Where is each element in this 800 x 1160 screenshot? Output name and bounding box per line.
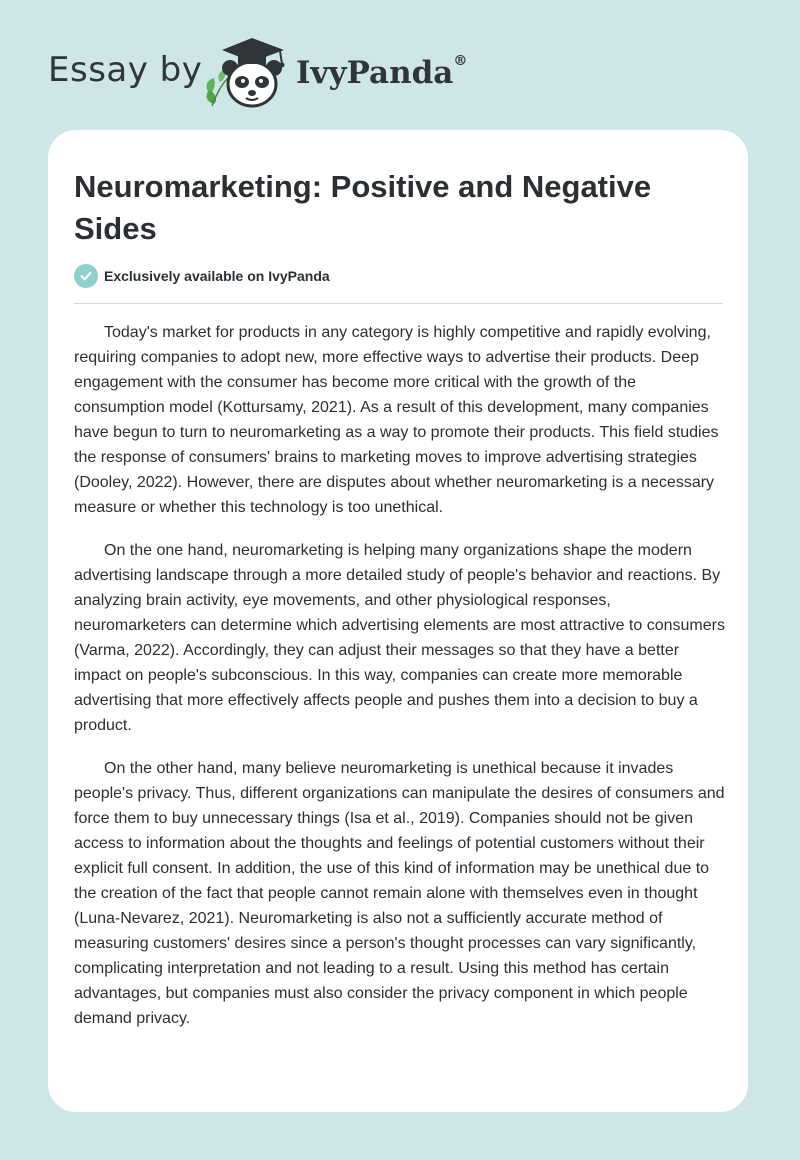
site-header: [0, 0, 800, 130]
paragraph: On the other hand, many believe neuromarketing is unethical because it invades people's privacy. Thus, different organizations can manipulate the desires of consumers and force them to buy unnecessary things (Isa et al., 2019). Companies should not be given access to information about the thoughts and feelings of potential customers without their explicit full consent. In addition, the use of this kind of information may be unethical due to the creation of the fact that people cannot remain alone with themselves even in thought (Luna-Nevarez, 2021). Neuromarketing is also not a sufficiently accurate method of measuring customers' desires since a person's thought processes can vary significantly, complicating interpretation and not leading to a result. Using this method has certain advantages, but companies must also consider the privacy component in which people demand privacy.: [74, 760, 725, 1027]
page-title: Neuromarketing: Positive and Negative Sides: [74, 169, 652, 246]
exclusive-badge: [74, 264, 330, 288]
registered-mark: ®: [453, 53, 468, 69]
exclusive-label: Exclusively available on IvyPanda: [104, 268, 330, 284]
essay-body: [74, 320, 726, 1049]
check-icon: [74, 264, 98, 288]
paragraph: Today's market for products in any category is highly competitive and rapidly evolving, requiring companies to adopt new, more effective ways to advertise their products. Deep engagement with the consumer has become more critical with the growth of the consumption model (Kottursamy, 2021). As a result of this development, many companies have begun to turn to neuromarketing as a way to promote their products. This field studies the response of consumers' brains to marketing moves to improve advertising strategies (Dooley, 2022). However, there are disputes about whether neuromarketing is a necessary measure or whether this technology is too unethical.: [74, 324, 719, 516]
panda-graduate-logo-icon[interactable]: [200, 34, 296, 110]
brand-text: IvyPanda: [296, 55, 454, 91]
essay-card: [48, 130, 748, 1112]
divider: [74, 303, 723, 304]
paragraph: On the one hand, neuromarketing is helping many organizations shape the modern advertising landscape through a more detailed study of people's behavior and reactions. By analyzing brain activity, eye movements, and other physiological responses, neuromarketers can determine which advertising elements are most attractive to consumers (Varma, 2022). Accordingly, they can adjust their messages so that they have a better impact on people's subconscious. In this way, companies can create more memorable advertising that more effectively affects people and pushes them into a decision to buy a product.: [74, 542, 725, 734]
leaf-icon: [207, 70, 228, 106]
brand-name[interactable]: [296, 55, 467, 91]
essay-by-label: Essay by: [48, 50, 203, 90]
